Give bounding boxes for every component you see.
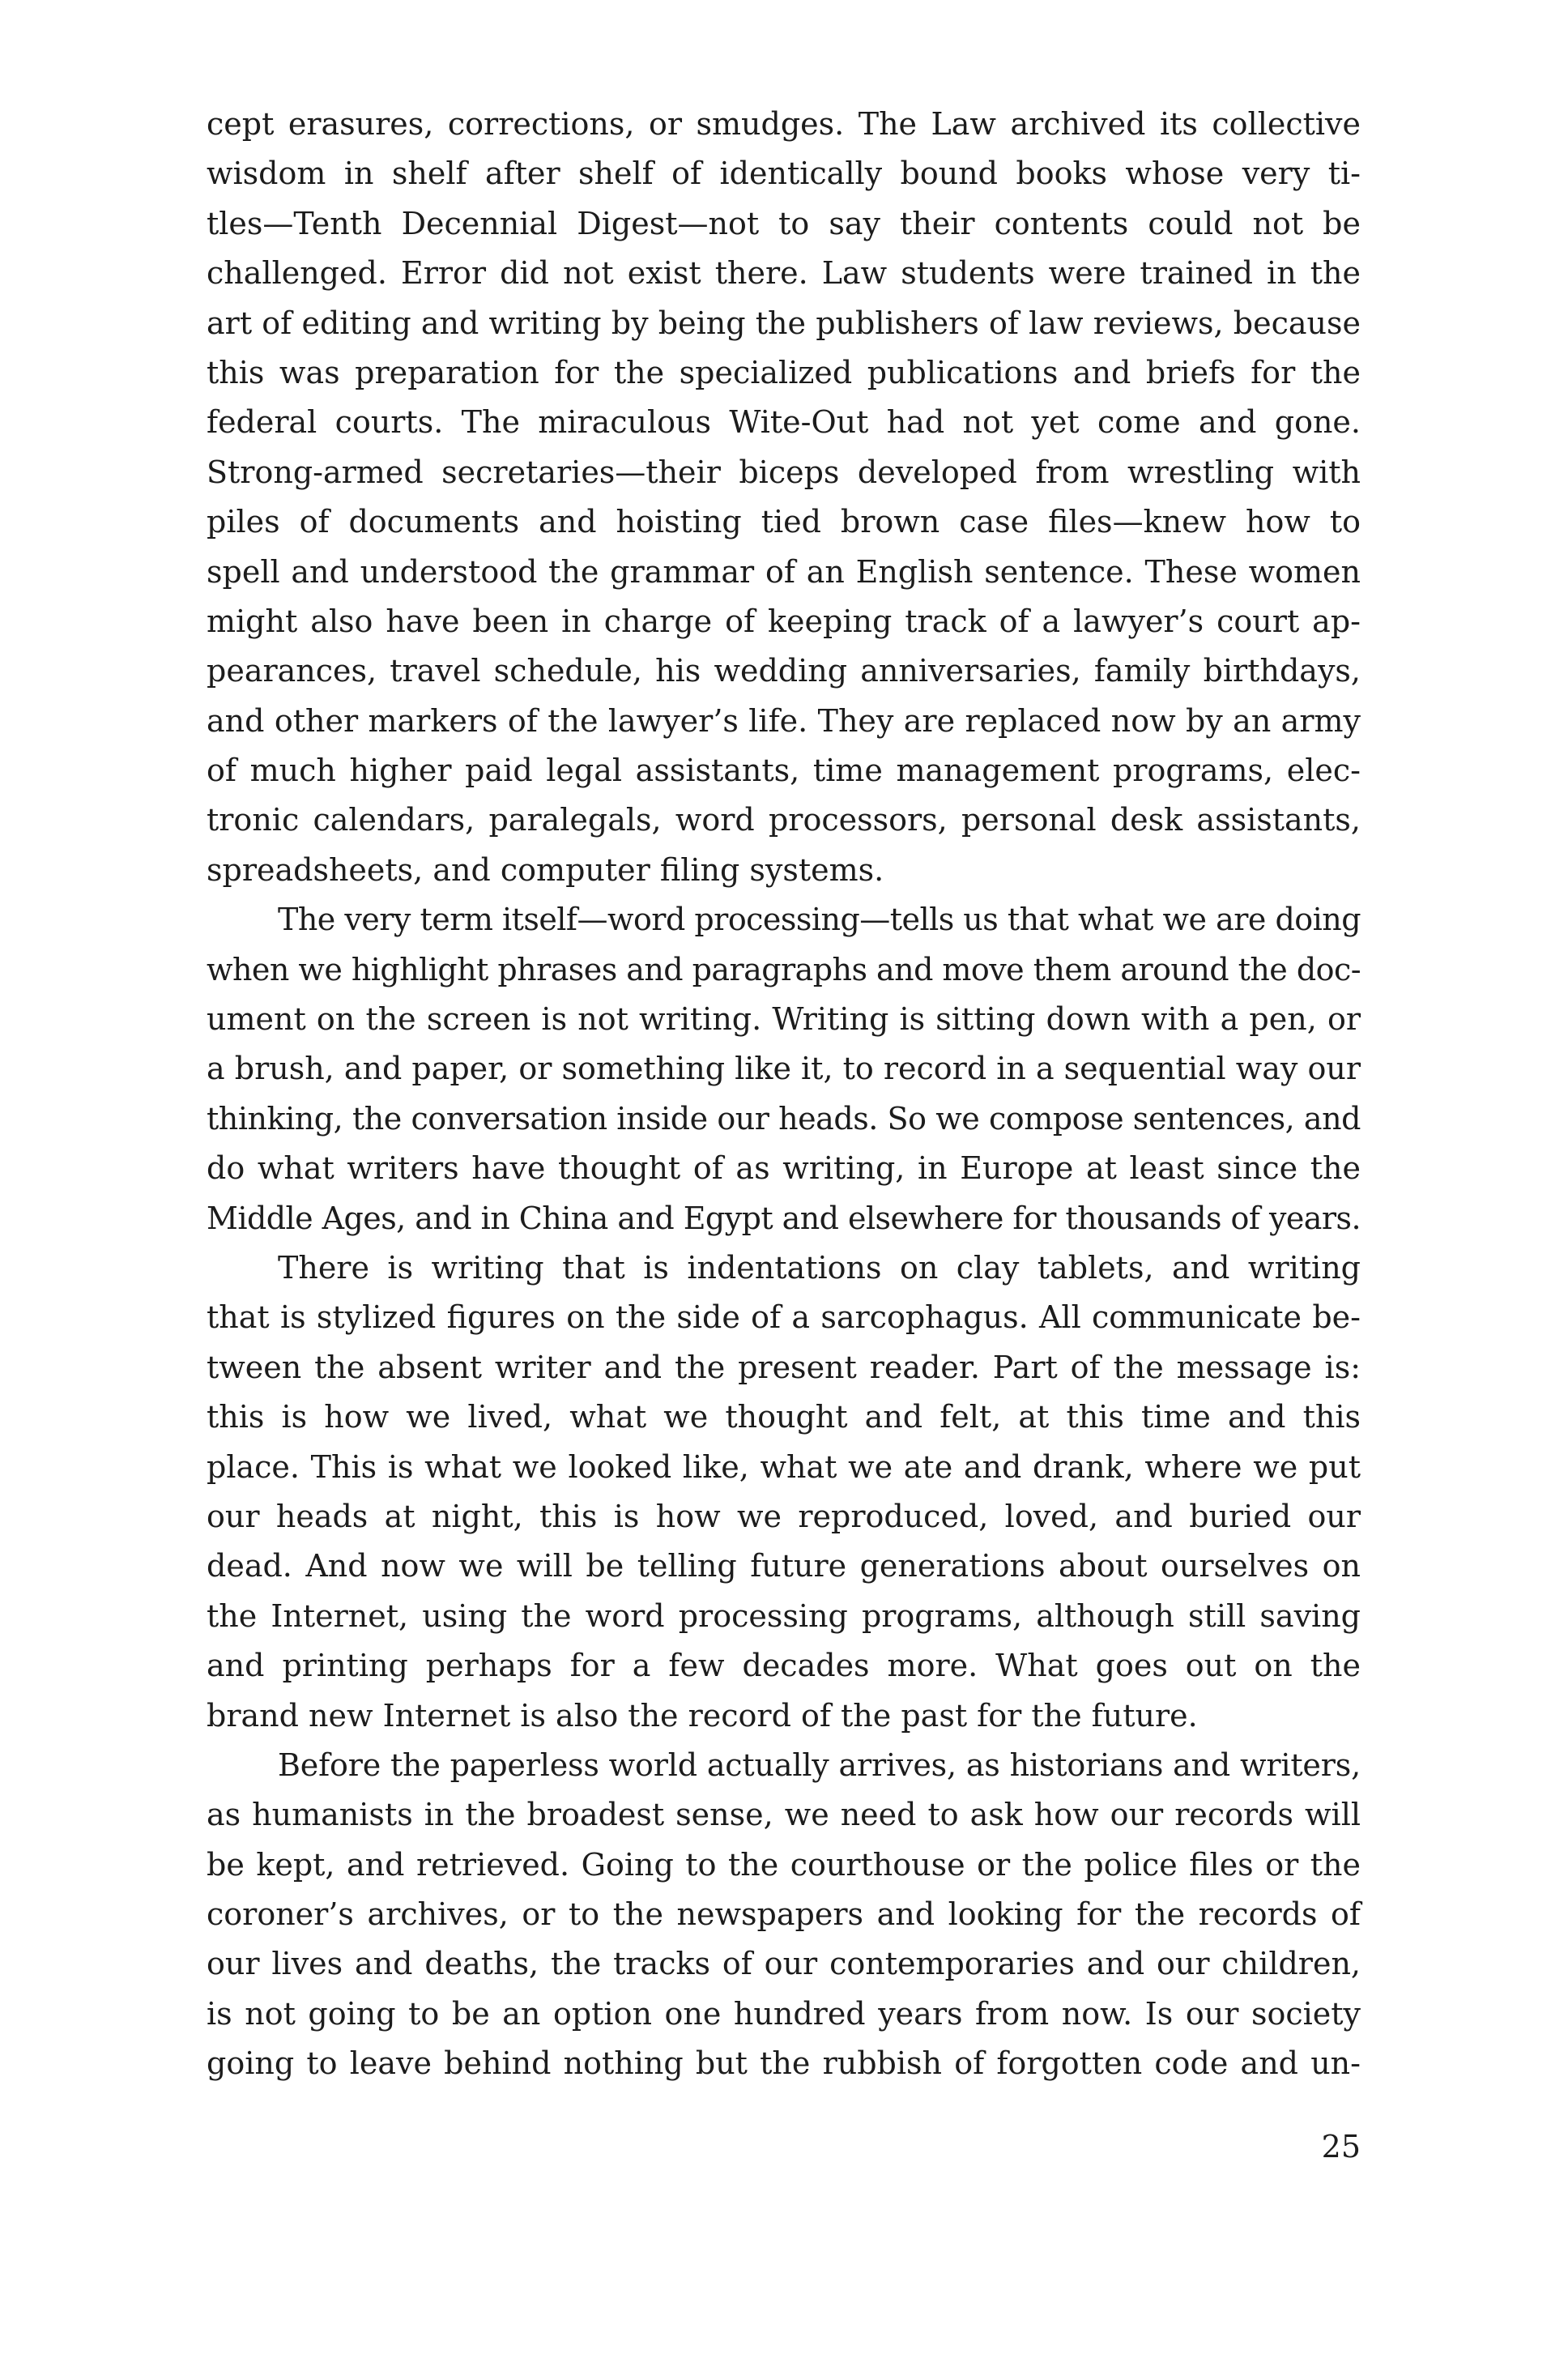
text-line: piles of documents and hoisting tied brown case files—knew how to: [207, 504, 1361, 540]
text-line: when we highlight phrases and paragraphs and move them around the doc-: [207, 951, 1361, 987]
text-line: as humanists in the broadest sense, we need to ask how our records will: [207, 1797, 1361, 1833]
paragraph-first-line: The very term itself—word processing—tells us that what we are doing: [278, 902, 1361, 938]
text-line: tween the absent writer and the present reader. Part of the message is:: [207, 1349, 1361, 1385]
text-line: this is how we lived, what we thought and felt, at this time and this: [207, 1399, 1361, 1435]
text-line: our heads at night, this is how we reproduced, loved, and buried our: [207, 1498, 1361, 1534]
text-line: our lives and deaths, the tracks of our contemporaries and our children,: [207, 1946, 1361, 1982]
paragraph-first-line: There is writing that is indentations on clay tablets, and writing: [278, 1249, 1361, 1286]
text-line: federal courts. The miraculous Wite-Out had not yet come and gone.: [207, 404, 1361, 441]
text-line: tronic calendars, paralegals, word processors, personal desk assistants,: [207, 802, 1361, 838]
text-line: of much higher paid legal assistants, time management programs, elec-: [207, 753, 1361, 789]
text-line: spell and understood the grammar of an English sentence. These women: [207, 553, 1361, 590]
text-line: dead. And now we will be telling future generations about ourselves on: [207, 1548, 1361, 1584]
text-line: art of editing and writing by being the publishers of law reviews, because: [207, 305, 1361, 341]
text-line: wisdom in shelf after shelf of identically bound books whose very ti-: [207, 156, 1361, 192]
text-line: and printing perhaps for a few decades more. What goes out on the: [207, 1648, 1361, 1684]
text-line: coroner’s archives, or to the newspapers and looking for the records of: [207, 1896, 1361, 1933]
text-line: this was preparation for the specialized publications and briefs for the: [207, 354, 1361, 390]
text-line: and other markers of the lawyer’s life. They are replaced now by an army: [207, 702, 1361, 739]
text-line: that is stylized figures on the side of a sarcophagus. All communicate be-: [207, 1299, 1361, 1336]
text-line: cept erasures, corrections, or smudges. The Law archived its collective: [207, 106, 1361, 142]
text-line: tles—Tenth Decennial Digest—not to say their contents could not be: [207, 205, 1361, 241]
text-line: brand new Internet is also the record of the past for the future.: [207, 1697, 1198, 1734]
text-line: Strong-armed secretaries—their biceps developed from wrestling with: [207, 454, 1361, 490]
text-line: be kept, and retrieved. Going to the courthouse or the police files or the: [207, 1846, 1361, 1883]
text-line: challenged. Error did not exist there. Law students were trained in the: [207, 255, 1361, 292]
text-line: the Internet, using the word processing programs, although still saving: [207, 1597, 1361, 1634]
text-line: spreadsheets, and computer filing systems.: [207, 851, 884, 888]
text-line: place. This is what we looked like, what we ate and drank, where we put: [207, 1448, 1361, 1485]
text-line: do what writers have thought of as writing, in Europe at least since the: [207, 1150, 1361, 1187]
page-number: 25: [1321, 2129, 1361, 2164]
text-line: pearances, travel schedule, his wedding anniversaries, family birthdays,: [207, 653, 1361, 689]
text-line: thinking, the conversation inside our heads. So we compose sentences, and: [207, 1100, 1361, 1137]
paragraph-first-line: Before the paperless world actually arrives, as historians and writers,: [278, 1746, 1361, 1783]
text-line: a brush, and paper, or something like it, to record in a sequential way our: [207, 1051, 1361, 1087]
body-text: [207, 100, 1361, 2089]
text-line: going to leave behind nothing but the rubbish of forgotten code and un-: [207, 2045, 1361, 2082]
text-line: is not going to be an option one hundred years from now. Is our society: [207, 1995, 1361, 2032]
text-line: ument on the screen is not writing. Writing is sitting down with a pen, or: [207, 1001, 1361, 1038]
text-line: Middle Ages, and in China and Egypt and elsewhere for thousands of years.: [207, 1200, 1361, 1236]
text-line: might also have been in charge of keeping track of a lawyer’s court ap-: [207, 603, 1361, 639]
